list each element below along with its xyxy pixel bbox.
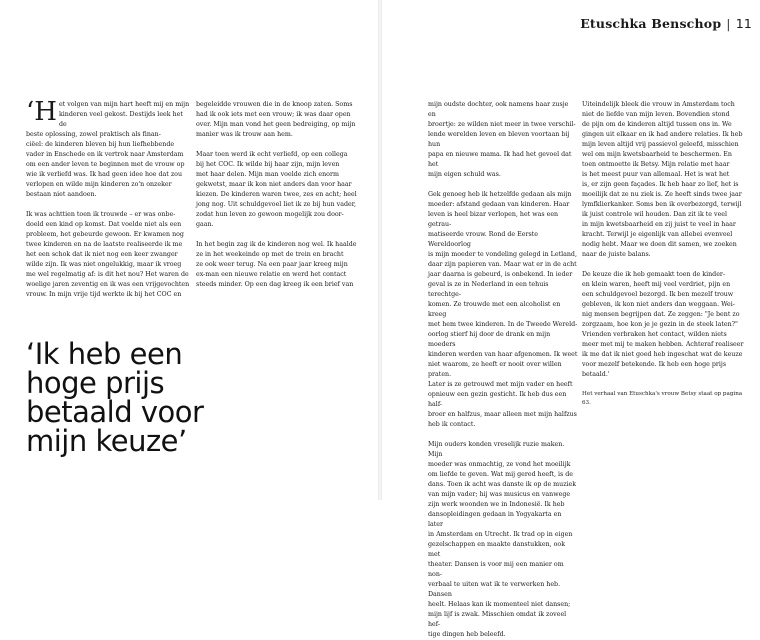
- page-number: 11: [735, 16, 752, 31]
- running-header: [580, 16, 752, 31]
- drop-cap: ‘H: [26, 97, 57, 127]
- header-separator: |: [726, 16, 731, 31]
- page-gutter: [378, 0, 382, 500]
- paragraph: Mijn ouders konden vreselijk ruzie maken. Mijn moeder was onmachtig, ze vond het moeilijk om liefde te geven. Wat mij gered heeft, is de dans. Toen ik acht was danste ik op de muziek van mijn vader; hij was musicus en vanwege zijn werk woonden we in Indonesië. Ik heb dansopleidingen gedaan in Yogyakarta en later in Amsterdam en Utrecht. Ik trad op in eigen gezelschappen en maakte danstukken, ook met theater. Dansen is voor mij een manier om non- verbaal te uiten wat ik te verwerken heb. Dansen heelt. Helaas kan ik momenteel niet dansen; mijn lijf is zwak. Misschien omdat ik zoveel hef- tige dingen heb beleefd.: [428, 441, 577, 638]
- paragraph-text: et volgen van mijn hart heeft mij en mijn kinderen veel gekost. Destijds leek het de beste oplossing, zowel praktisch als finan- ciëel: de kinderen bleven bij hun liefhebbende vader in Enschede en ik vertrok naar Amsterdam om een ander leven te beginnen met de vrouw op wie ik verliefd was. Ik had geen idee hoe dat zou verlopen en wilde mijn kinderen zo'n onzeker bestaan niet aandoen.: [26, 101, 190, 198]
- paragraph: In het begin zag ik de kinderen nog wel. Ik haalde ze in het weekeinde op met de trein en bracht ze ook weer terug. Na een paar jaar kreeg mijn ex-man een nieuwe relatie en werd het contact steeds minder. Op een dag kreeg ik een brief van: [196, 241, 357, 288]
- paragraph: De keuze die ik heb gemaakt toen de kinder- en klein waren, heeft mij veel verdriet, pijn en een schuldgevoel bezorgd. Ik ben mezelf trouw gebleven, ik kon niet anders dan weggaan. Wei- nig mensen begrijpen dat. Ze zeggen: "Je bent zo zorgzaam, hoe kon je je gezin in de steek laten?" Vrienden verbraken het contact, wilden niets meer met mij te maken hebben. Achteraf realiseer ik me dat ik niet goed heb ingeschat wat de keuze voor mezelf betekende. Ik heb een hoge prijs betaald.': [582, 271, 744, 378]
- text-column-3: [428, 100, 578, 640]
- paragraph: begeleidde vrouwen die in de knoop zaten. Soms had ik ook iets met een vrouw; ik was daar open over. Mijn man vond het geen bedreiging, op mijn manier was ik trouw aan hem.: [196, 101, 356, 138]
- pull-quote: ‘Ik heb een hoge prijs betaald voor mijn keuze’: [26, 337, 204, 458]
- paragraph: [26, 97, 190, 200]
- text-column-4: [582, 100, 750, 408]
- paragraph: Uiteindelijk bleek die vrouw in Amsterdam toch niet de liefde van mijn leven. Bovendien stond de pijn om de kinderen altijd tussen ons in. We gingen uit elkaar en ik had andere relaties. Ik heb mijn leven altijd vrij passievol geleefd, misschien wel om mijn kwetsbaarheid te beschermen. En toen ontmoette ik Betsy. Mijn relatie met haar is het meest puur van allemaal. Het is wat het is, er zijn geen façades. Ik heb haar zo lief, het is moeilijk dat ze nu ziek is. Ze heeft sinds twee jaar lymfklierkanker. Soms ben ik overbezorgd, terwijl ik juist controle wil houden. Dan zit ik te veel in mijn kwetsbaarheid en zij juist te veel in haar kracht. Terwijl je eigenlijk van allebei evenveel nodig hebt. Maar we doen dit samen, we zoeken naar de juiste balans.: [582, 101, 743, 258]
- paragraph: Gek genoeg heb ik hetzelfde gedaan als mijn moeder: afstand gedaan van kinderen. Haar leven is heel bizar verlopen, het was een getrau- matiseerde vrouw. Rond de Eerste Wereldoorlog is mijn moeder te vondeling gelegd in Letland, daar zijn papieren van. Maar wat er in de acht jaar daarna is gebeurd, is onbekend. In ieder geval is ze in Nederland in een tehuis terechtge- komen. Ze trouwde met een alcoholist en kreeg met hem twee kinderen. In de Tweede Wereld- oorlog stierf hij door de drank en mijn moeders kinderen werden van haar afgenomen. Ik weet niet waarom, ze heeft er nooit over willen praten. Later is ze getrouwd met mijn vader en heeft opnieuw een gezin gesticht. Ik heb dus een half- broer en halfzus, maar alleen met mijn halfzus heb ik contact.: [428, 191, 578, 428]
- paragraph: Ik was achttien toen ik trouwde – er was onbe- doeld een kind op komst. Dat voelde niet als een probleem, het gebeurde gewoon. Er kwamen nog twee kinderen en na de laatste realiseerde ik me het een schok dat ik niet nog een keer zwanger wilde zijn. Ik was niet ongelukkig, maar ik vroeg me wel regelmatig af: is dit het nou? Het waren de woelige jaren zeventig en ik was een vrijgevochten vrouw. In mijn vrije tijd werkte ik bij het COC en: [26, 211, 190, 298]
- text-column-2: [196, 100, 366, 290]
- paragraph: mijn oudste dochter, ook namens haar zusje en broertje: ze wilden niet meer in twee verschil- lende werelden leven en bleven voortaan bij hun papa en nieuwe mama. Ik had het gevoel dat het mijn eigen schuld was.: [428, 101, 576, 178]
- text-column-1: [26, 97, 190, 300]
- author-name: Etuschka Benschop: [580, 16, 722, 31]
- photo-caption: Het verhaal van Etuschka's vrouw Betsy staat op pagina 63.: [582, 391, 743, 406]
- paragraph: Maar toen werd ik echt verliefd, op een collega bij het COC. Ik wilde bij haar zijn, mijn leven met haar delen. Mijn man voelde zich enorm gekwetst, maar ik kon niet anders dan voor haar kiezen. De kinderen waren twee, zes en acht; heel jong nog. Uit schuldgevoel liet ik ze bij hun vader, zodat hun leven zo gewoon mogelijk zou door- gaan.: [196, 151, 357, 228]
